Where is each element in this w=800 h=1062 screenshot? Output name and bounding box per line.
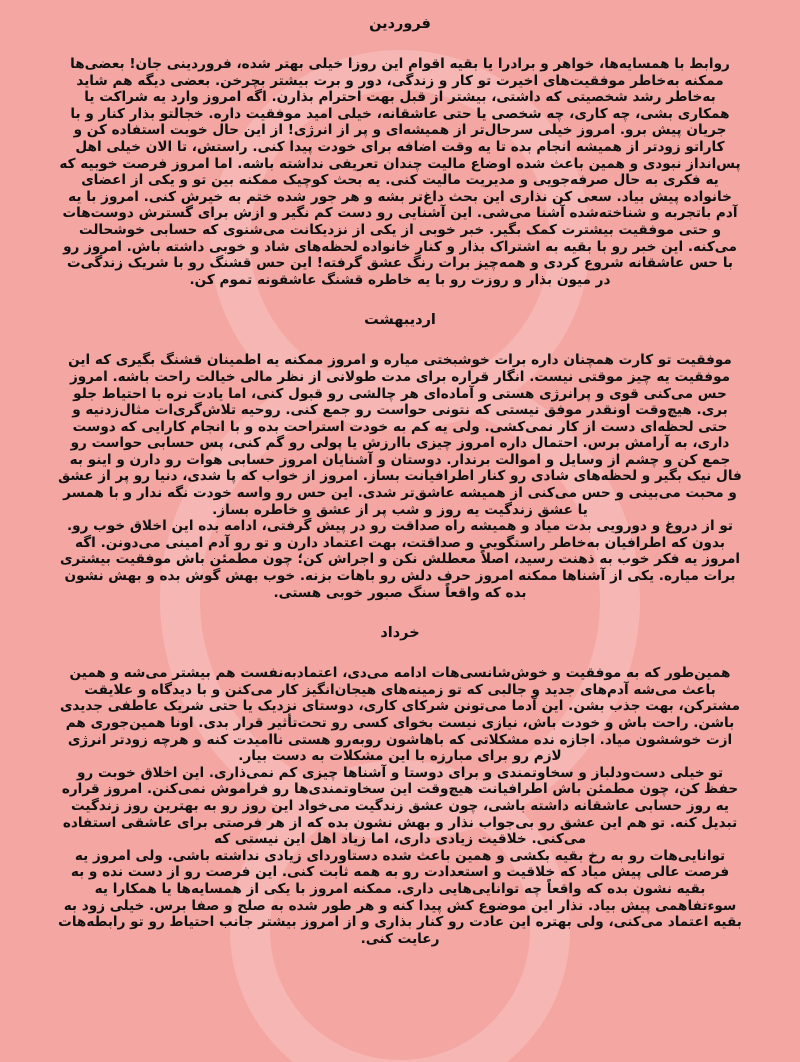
section-ordibehesht — [58, 310, 742, 601]
section-title: فروردین — [369, 16, 431, 32]
section-paragraph: روابط با همسایه‌ها، خواهر و برادرا یا بقیه اقوام این روزا خیلی بهتر شده، فروردینی جان! بعضی‌ها ممکنه به‌خاطر موفقیت‌های اخیرت تو کار و زندگی، دور و برت بیشتر بچرخن. بعضی دیگه هم شاید به‌خاطر رشد شخصیتی که داشتی، بیشتر از قبل بهت احترام بذارن. اگه امروز وارد یه شراکت یا همکاری بشی، چه کاری، چه شخصی یا حتی عاشقانه، خیلی امید موفقیت داره. خجالتو بذار کنار و با جریان پیش برو. امروز خیلی سرحال‌تر از همیشه‌ای و پر از انرژی! از این حال خوبت استفاده کن و کاراتو زودتر از همیشه انجام بده تا یه وقت اضافه برای خودت پیدا کنی. راستش، تا الان خیلی اهل پس‌انداز نبودی و همین باعث شده اوضاع مالیت چندان تعریفی نداشته باشه. اما امروز فرصت خوبیه که یه فکری به حال صرفه‌جویی و مدیریت مالیت کنی. یه بحث کوچیک ممکنه بین تو و یکی از اعضای خانواده پیش بیاد. سعی کن نذاری این بحث داغ‌تر بشه و هر جور شده ختم به خیرش کنی. امروز با یه آدم باتجربه و شناخته‌شده آشنا می‌شی. این آشنایی رو دست کم نگیر و ازش برای گسترش دوست‌هات و حتی موفقیت بیشترت کمک بگیر. خبر خوبی از یکی از نزدیکانت می‌شنوی که حسابی خوشحالت می‌کنه. این خبر رو با بقیه به اشتراک بذار و کنار خانواده لحظه‌های شاد و خوبی داشته باش. امروز رو با حس عاشقانه شروع کردی و همه‌چیز برات رنگ عشق گرفته! این حس قشنگ رو با شریک زندگی‌ت در میون بذار و روزت رو با یه خاطره قشنگ عاشقونه تموم کن. — [59, 56, 741, 288]
section-khordad — [58, 623, 742, 947]
section-paragraph: توانایی‌هات رو به رخ بقیه بکشی و همین باعث شده دستاوردای زیادی نداشته باشی. ولی امروز یه فرصت عالی پیش میاد که خلاقیت و استعدادت رو به همه ثابت کنی. این فرصت رو از دست نده و به بقیه نشون بده که واقعاً چه توانایی‌هایی داری. ممکنه امروز با یکی از همسایه‌ها یا همکارا یه سوءتفاهمی پیش بیاد. نذار این موضوع کش پیدا کنه و هر طور شده به صلح و صفا برس. خیلی زود به بقیه اعتماد می‌کنی، ولی بهتره این عادت رو کنار بذاری و از امروز بیشتر جانب احتیاط رو تو رابطه‌هات رعایت کنی. — [58, 847, 742, 947]
section-title: خرداد — [380, 625, 420, 642]
section-paragraph: تو خیلی دست‌ودلباز و سخاوتمندی و برای دوستا و آشناها چیزی کم نمی‌ذاری. این اخلاق خوبت رو حفظ کن، چون مطمئن باش اطرافیانت هیچ‌وقت این سخاوتمندی‌ها رو فراموش نمی‌کنن. امروز قراره یه روز حسابی عاشقانه داشته باشی، چون عشق زندگیت می‌خواد این روز رو به بهترین روز زندگیت تبدیل کنه. تو هم این عشق رو بی‌جواب نذار و بهش نشون بده که از هر فرصتی برای عاشقی استفاده می‌کنی. خلاقیت زیادی داری، اما زیاد اهل این نیستی که — [61, 764, 739, 848]
section-paragraph: موفقیت تو کارت همچنان داره برات خوشبختی میاره و امروز ممکنه یه اطمینان قشنگ بگیری که این موفقیت یه چیز موقتی نیست. انگار قراره برای مدت طولانی از نظر مالی خیالت راحت باشه. امروز حس می‌کنی قوی و پرانرژی هستی و آماده‌ای هر چالشی رو قبول کنی، اما یادت نره با احتیاط جلو بری. هیچ‌وقت اونقدر موفق نیستی که نتونی حواست رو جمع کنی. روحیه تلاش‌گری‌ات مثال‌زدنیه و حتی لحظه‌ای دست از کار نمی‌کشی. ولی یه کم به خودت استراحت بده و با انجام کارایی که دوست داری، به آرامش برس. احتمال داره امروز چیزی باارزش یا پولی رو گم کنی، پس حسابی حواست رو جمع کن و چشم از وسایل و اموالت برندار. دوستان و آشنایان امروز حسابی هوات رو دارن و اینو به فال نیک بگیر و لحظه‌های شادی رو کنار اطرافیانت بساز. امروز از خواب که پا شدی، دنیا رو پر از عشق و محبت می‌بینی و حس می‌کنی از همیشه عاشق‌تر شدی. این حس رو واسه خودت نگه ندار و با همسر یا عشق زندگیت یه روز و شب پر از عشق و خاطره بساز. — [58, 352, 742, 518]
section-paragraph: همین‌طور که به موفقیت و خوش‌شانسی‌هات ادامه می‌دی، اعتماد‌به‌نفست هم بیشتر می‌شه و همین باعث می‌شه آدم‌های جدید و جالبی که تو زمینه‌های هیجان‌انگیز کار می‌کنن و با دیدگاه و علایقت مشترکن، بهت جذب بشن. این آدما می‌تونن شرکای کاری، دوستای نزدیک یا حتی شریک عاطفی جدیدی باشن. راحت باش و خودت باش، نیازی نیست بخوای کسی رو تحت‌تأثیر قرار بدی. اونا همین‌جوری هم ازت خوششون میاد. اجازه نده مشکلاتی که باهاشون روبه‌رو هستی ناامیدت کنه و هرچه زودتر انرژی لازم رو برای مبارزه با این مشکلات به دست بیار. — [59, 665, 741, 765]
section-farvardin — [58, 14, 742, 288]
section-title: اردیبهشت — [364, 312, 436, 329]
section-paragraph: تو از دروغ و دورویی بدت میاد و همیشه راه صداقت رو در پیش گرفتی، ادامه بده این اخلاق خوب رو. بدون که اطرافیان به‌خاطر راستگویی و صداقتت، بهت اعتماد دارن و تو رو آدم امینی می‌دونن. اگه امروز یه فکر خوب به ذهنت رسید، اصلاً معطلش نکن و اجراش کن؛ چون مطمئن باش موفقیت بیشتری برات میاره. یکی از آشناها ممکنه امروز حرف دلش رو باهات بزنه. خوب بهش گوش بده و بهش نشون بده که واقعاً سنگ صبور خوبی هستی. — [59, 518, 741, 601]
